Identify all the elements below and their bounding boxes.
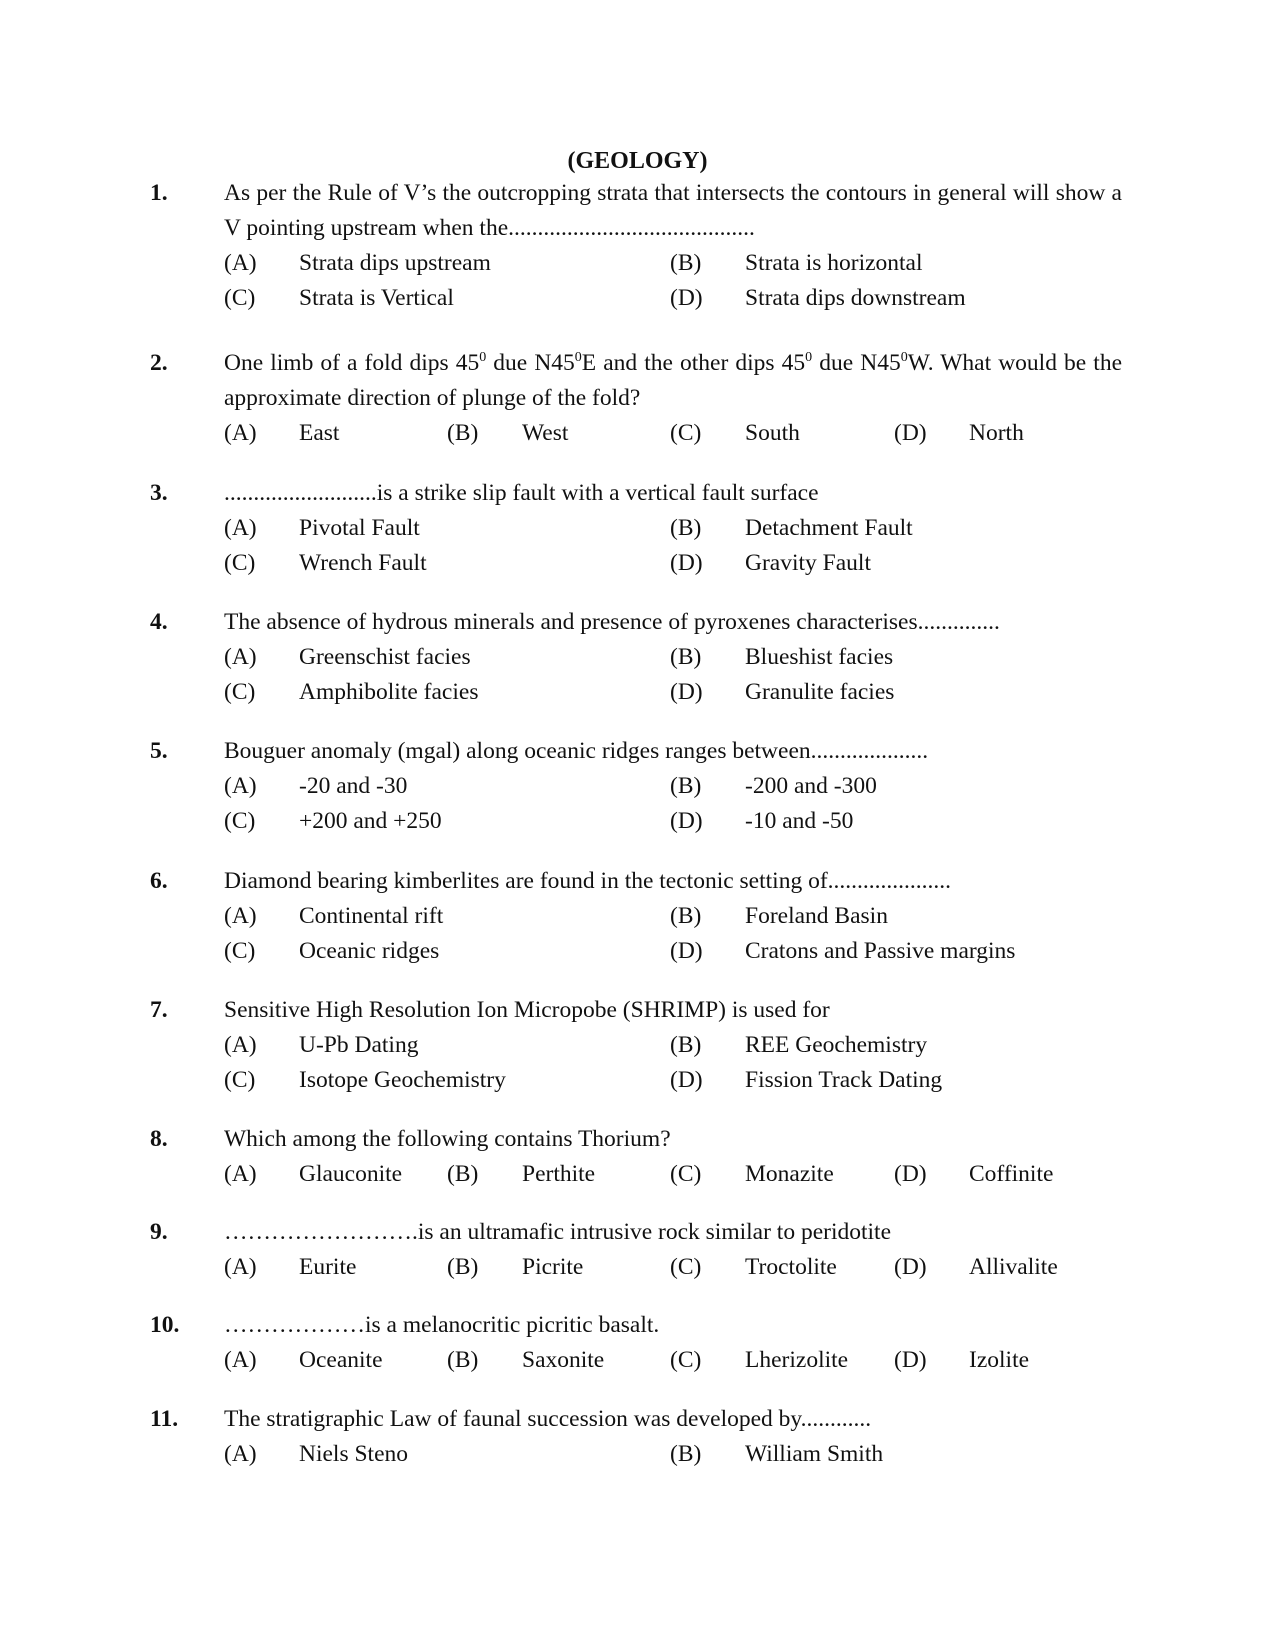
question-text: As per the Rule of V’s the outcropping strata that intersects the contours in general will show a V pointing upstream when the.......................................... bbox=[224, 180, 1122, 241]
option-label: (B) bbox=[670, 250, 702, 276]
option-text: Oceanite bbox=[299, 1347, 383, 1373]
option-text: Strata dips upstream bbox=[299, 250, 491, 276]
option-label: (A) bbox=[224, 1161, 257, 1187]
question-text: Bouguer anomaly (mgal) along oceanic ridges ranges between.................... bbox=[224, 738, 929, 764]
question-number: 3. bbox=[150, 480, 168, 506]
option-label: (C) bbox=[224, 1067, 256, 1093]
option-label: (B) bbox=[447, 420, 479, 446]
option-text: Cratons and Passive margins bbox=[745, 938, 1016, 964]
question-text: One limb of a fold dips $45^0$ due $N45^0E$ and the other dips $45^0$ due $N45^0W$. What would be the approximate direction of plunge of the fold? bbox=[224, 350, 1123, 411]
option-label: (A) bbox=[224, 773, 257, 799]
option-label: (D) bbox=[670, 550, 703, 576]
option-text: Izolite bbox=[969, 1347, 1030, 1373]
option-label: (A) bbox=[224, 1347, 257, 1373]
option-text: Monazite bbox=[745, 1161, 834, 1187]
option-label: (D) bbox=[670, 808, 703, 834]
option-label: (B) bbox=[670, 644, 702, 670]
option-text: South bbox=[745, 420, 800, 446]
question-number: 5. bbox=[150, 738, 168, 764]
option-label: (A) bbox=[224, 515, 257, 541]
option-text: Saxonite bbox=[522, 1347, 605, 1373]
option-text: -200 and -300 bbox=[745, 773, 877, 799]
option-label: (D) bbox=[894, 1347, 927, 1373]
question-number: 11. bbox=[150, 1406, 179, 1432]
question-text: …………………….is an ultramafic intrusive rock similar to peridotite bbox=[224, 1219, 892, 1245]
option-text: Niels Steno bbox=[299, 1441, 409, 1467]
option-label: (B) bbox=[670, 773, 702, 799]
option-label: (B) bbox=[447, 1254, 479, 1280]
option-label: (A) bbox=[224, 1441, 257, 1467]
option-text: Eurite bbox=[299, 1254, 357, 1280]
option-text: Pivotal Fault bbox=[299, 515, 420, 541]
option-text: Strata is horizontal bbox=[745, 250, 923, 276]
question-number: 10. bbox=[150, 1312, 180, 1338]
option-text: -20 and -30 bbox=[299, 773, 408, 799]
option-label: (D) bbox=[894, 1254, 927, 1280]
option-label: (D) bbox=[894, 1161, 927, 1187]
option-label: (B) bbox=[670, 903, 702, 929]
question-text: ………………is a melanocritic picritic basalt. bbox=[224, 1312, 660, 1338]
option-label: (C) bbox=[224, 550, 256, 576]
option-label: (D) bbox=[670, 938, 703, 964]
option-label: (A) bbox=[224, 1032, 257, 1058]
option-label: (C) bbox=[224, 679, 256, 705]
option-text: Glauconite bbox=[299, 1161, 403, 1187]
option-label: (B) bbox=[670, 1441, 702, 1467]
option-label: (A) bbox=[224, 644, 257, 670]
question-number: 2. bbox=[150, 350, 168, 376]
option-label: (B) bbox=[670, 515, 702, 541]
option-label: (D) bbox=[670, 285, 703, 311]
question-text: The absence of hydrous minerals and presence of pyroxenes characterises.............. bbox=[224, 609, 1000, 635]
question-text: Which among the following contains Thorium? bbox=[224, 1126, 671, 1152]
option-text: U-Pb Dating bbox=[299, 1032, 419, 1058]
option-label: (C) bbox=[224, 938, 256, 964]
option-text: Blueshist facies bbox=[745, 644, 894, 670]
option-text: Detachment Fault bbox=[745, 515, 913, 541]
question-text: Diamond bearing kimberlites are found in the tectonic setting of..................... bbox=[224, 868, 952, 894]
option-text: West bbox=[522, 420, 569, 446]
option-label: (B) bbox=[447, 1347, 479, 1373]
option-label: (B) bbox=[670, 1032, 702, 1058]
option-text: Gravity Fault bbox=[745, 550, 871, 576]
option-text: Foreland Basin bbox=[745, 903, 888, 929]
option-text: Wrench Fault bbox=[299, 550, 427, 576]
option-label: (D) bbox=[894, 420, 927, 446]
option-text: Lherizolite bbox=[745, 1347, 849, 1373]
option-label: (D) bbox=[670, 679, 703, 705]
option-text: Allivalite bbox=[969, 1254, 1058, 1280]
option-label: (C) bbox=[670, 1254, 702, 1280]
option-label: (B) bbox=[447, 1161, 479, 1187]
page-title: (GEOLOGY) bbox=[567, 148, 708, 174]
option-text: -10 and -50 bbox=[745, 808, 854, 834]
option-text: Amphibolite facies bbox=[299, 679, 479, 705]
question-number: 4. bbox=[150, 609, 168, 635]
option-label: (C) bbox=[670, 1161, 702, 1187]
option-text: Oceanic ridges bbox=[299, 938, 440, 964]
question-number: 1. bbox=[150, 180, 168, 206]
option-text: Strata dips downstream bbox=[745, 285, 966, 311]
option-text: REE Geochemistry bbox=[745, 1032, 928, 1058]
option-text: Fission Track Dating bbox=[745, 1067, 943, 1093]
option-label: (A) bbox=[224, 903, 257, 929]
option-text: William Smith bbox=[745, 1441, 884, 1467]
question-number: 9. bbox=[150, 1219, 168, 1245]
option-label: (C) bbox=[224, 285, 256, 311]
question-number: 6. bbox=[150, 868, 168, 894]
option-text: Granulite facies bbox=[745, 679, 895, 705]
option-text: Isotope Geochemistry bbox=[299, 1067, 506, 1093]
option-text: North bbox=[969, 420, 1024, 446]
question-number: 7. bbox=[150, 997, 168, 1023]
option-label: (A) bbox=[224, 1254, 257, 1280]
option-label: (A) bbox=[224, 420, 257, 446]
option-text: Coffinite bbox=[969, 1161, 1054, 1187]
option-text: Greenschist facies bbox=[299, 644, 471, 670]
option-text: East bbox=[299, 420, 340, 446]
question-text: Sensitive High Resolution Ion Micropobe (SHRIMP) is used for bbox=[224, 997, 830, 1023]
option-text: Perthite bbox=[522, 1161, 596, 1187]
option-text: Continental rift bbox=[299, 903, 444, 929]
question-text: The stratigraphic Law of faunal succession was developed by............ bbox=[224, 1406, 872, 1432]
option-label: (C) bbox=[670, 420, 702, 446]
option-label: (D) bbox=[670, 1067, 703, 1093]
option-text: Picrite bbox=[522, 1254, 584, 1280]
option-text: Troctolite bbox=[745, 1254, 837, 1280]
option-label: (C) bbox=[670, 1347, 702, 1373]
question-text: ..........................is a strike slip fault with a vertical fault surface bbox=[224, 480, 819, 506]
question-number: 8. bbox=[150, 1126, 168, 1152]
option-text: Strata is Vertical bbox=[299, 285, 454, 311]
option-label: (C) bbox=[224, 808, 256, 834]
option-text: +200 and +250 bbox=[299, 808, 442, 834]
option-label: (A) bbox=[224, 250, 257, 276]
